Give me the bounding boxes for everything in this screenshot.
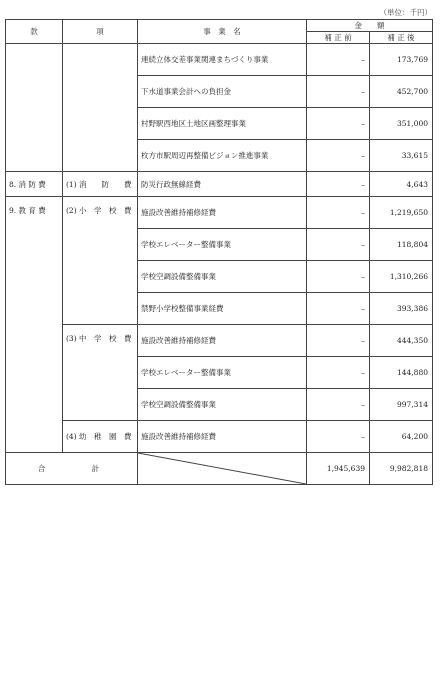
table-row [6, 325, 433, 357]
hosei-mae-value: – [307, 229, 370, 261]
total-hosei-mae: 1,945,639 [307, 453, 370, 485]
hosei-mae-value: – [307, 76, 370, 108]
hosei-mae-value: – [307, 261, 370, 293]
hosei-go-value: 452,700 [370, 76, 433, 108]
hosei-go-value: 64,200 [370, 421, 433, 453]
jigyo-name: 施設改善維持補修経費 [138, 325, 307, 357]
kou-cell: (2) 小 学 校 費 [63, 197, 138, 325]
table-row [6, 172, 433, 197]
unit-label: （単位：千円） [379, 8, 432, 17]
total-label: 合 計 [6, 453, 138, 485]
hosei-go-value: 997,314 [370, 389, 433, 421]
kou-cell: (1) 消 防 費 [63, 172, 138, 197]
total-hosei-go: 9,982,818 [370, 453, 433, 485]
jigyo-name: 連続立体交差事業関連まちづくり事業 [138, 44, 307, 76]
diagonal-cell [138, 453, 307, 485]
hosei-go-value: 393,386 [370, 293, 433, 325]
jigyo-name: 施設改善維持補修経費 [138, 197, 307, 229]
diagonal-line [138, 453, 306, 484]
kou-cell [63, 44, 138, 172]
jigyo-name: 施設改善維持補修経費 [138, 421, 307, 453]
header-kou: 項 [63, 20, 138, 44]
hosei-mae-value: – [307, 197, 370, 229]
jigyo-name: 学校エレベーター整備事業 [138, 229, 307, 261]
header-hosei-mae: 補 正 前 [307, 32, 370, 44]
jigyo-name: 防災行政無線経費 [138, 172, 307, 197]
kou-cell: (4) 幼 稚 園 費 [63, 421, 138, 453]
header-hosei-go: 補 正 後 [370, 32, 433, 44]
hosei-go-value: 173,769 [370, 44, 433, 76]
hosei-mae-value: – [307, 389, 370, 421]
hosei-mae-value: – [307, 293, 370, 325]
hosei-mae-value: – [307, 108, 370, 140]
kan-cell: 8. 消 防 費 [6, 172, 63, 197]
hosei-go-value: 33,615 [370, 140, 433, 172]
budget-table [5, 19, 433, 485]
hosei-go-value: 444,350 [370, 325, 433, 357]
jigyo-name: 禁野小学校整備事業経費 [138, 293, 307, 325]
jigyo-name: 枚方市駅周辺再整備ビジョン推進事業 [138, 140, 307, 172]
hosei-mae-value: – [307, 357, 370, 389]
total-row [6, 453, 433, 485]
hosei-go-value: 144,880 [370, 357, 433, 389]
kan-cell [6, 44, 63, 172]
jigyo-name: 下水道事業会計への負担金 [138, 76, 307, 108]
hosei-mae-value: – [307, 140, 370, 172]
table-row [6, 421, 433, 453]
hosei-mae-value: – [307, 172, 370, 197]
hosei-mae-value: – [307, 44, 370, 76]
jigyo-name: 学校空調設備整備事業 [138, 261, 307, 293]
jigyo-name: 学校空調設備整備事業 [138, 389, 307, 421]
kou-cell: (3) 中 学 校 費 [63, 325, 138, 421]
header-jigyo: 事 業 名 [138, 20, 307, 44]
hosei-mae-value: – [307, 325, 370, 357]
header-kan: 款 [6, 20, 63, 44]
table-row [6, 197, 433, 229]
hosei-go-value: 351,000 [370, 108, 433, 140]
hosei-mae-value: – [307, 421, 370, 453]
hosei-go-value: 4,643 [370, 172, 433, 197]
jigyo-name: 学校エレベーター整備事業 [138, 357, 307, 389]
hosei-go-value: 1,219,650 [370, 197, 433, 229]
hosei-go-value: 118,804 [370, 229, 433, 261]
header-kingaku: 金 額 [307, 20, 433, 32]
hosei-go-value: 1,310,266 [370, 261, 433, 293]
kan-cell: 9. 教 育 費 [6, 197, 63, 453]
jigyo-name: 村野駅西地区土地区画整理事業 [138, 108, 307, 140]
table-row [6, 44, 433, 76]
